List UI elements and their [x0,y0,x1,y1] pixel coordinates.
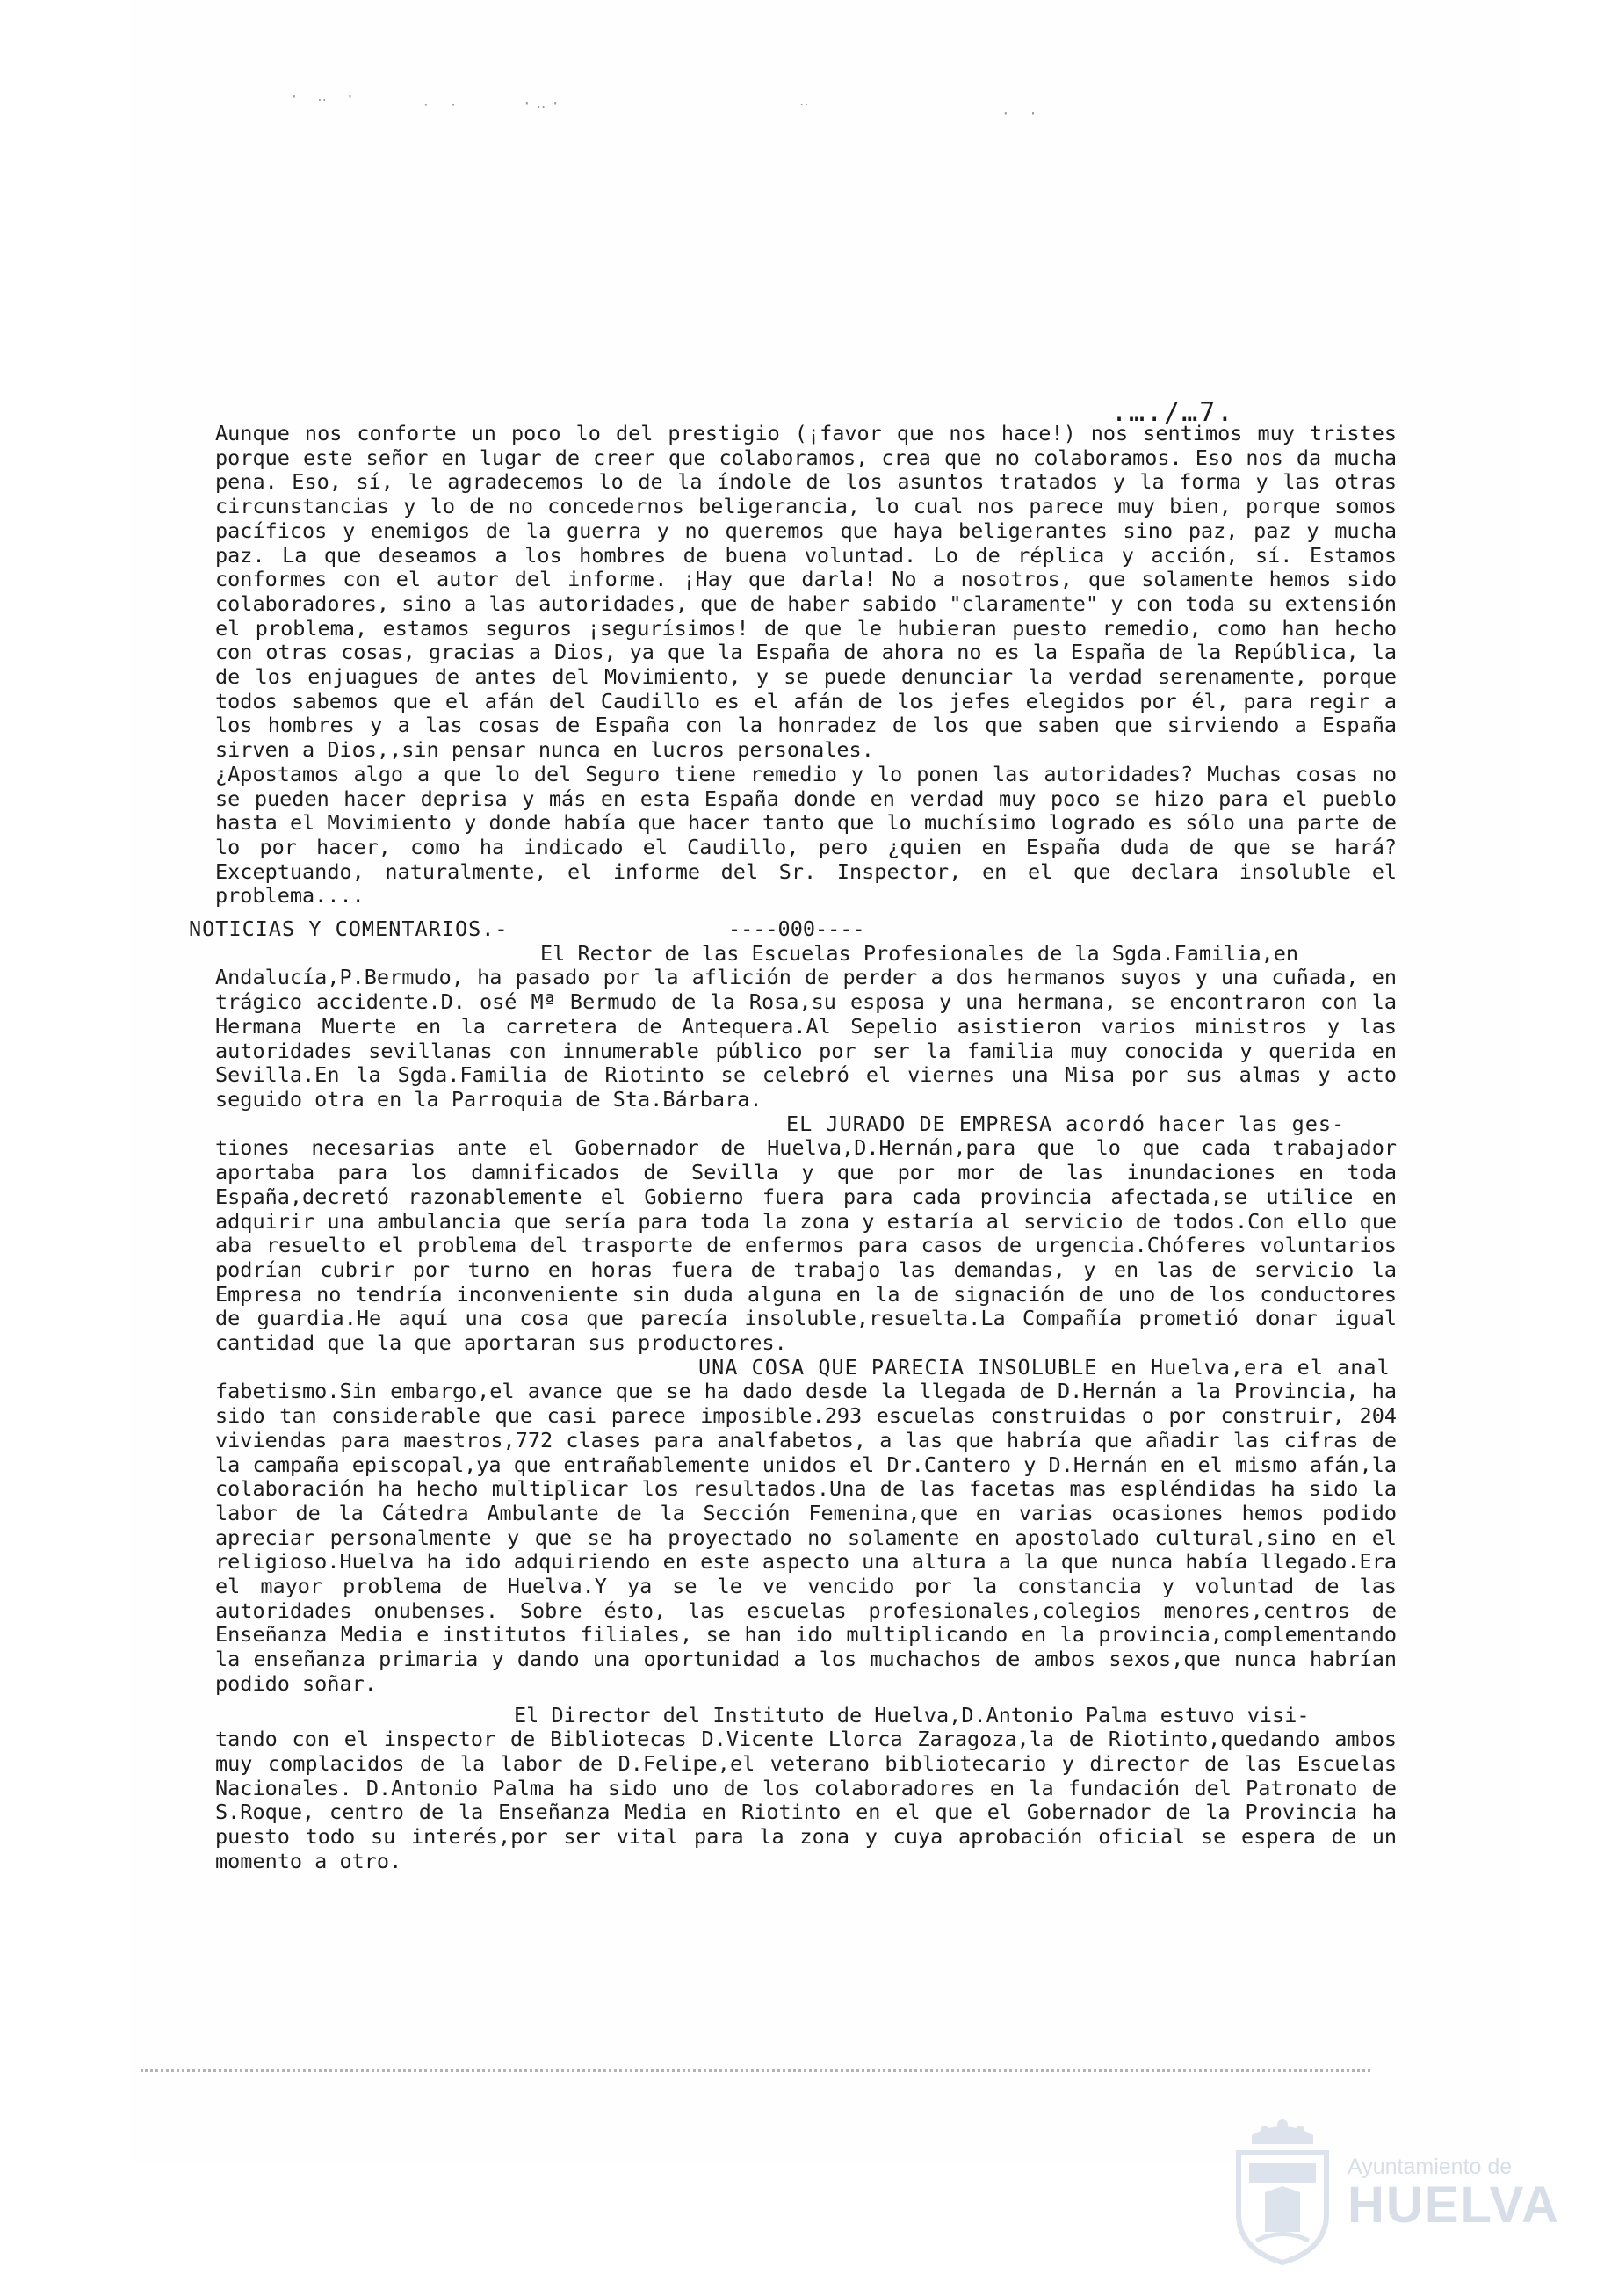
news-item-text: fabetismo.Sin embargo,el avance que se ha dado desde la llegada de D.Hernán a la Provincia, ha sido tan considerable que casi parece imposible.293 escuelas construidas o por construir, 204 viviendas para maestros,772 clases para analfabetos, a las que habría que añadir las cifras de la campaña episcopal,ya que entrañablemente unidos el Dr.Cantero y D.Hernán en el mismo afán,la colaboración ha hecho multiplicar los resultados.Una de las facetas mas espléndidas ha sido la labor de la Cátedra Ambulante de la Sección Femenina,que en varias ocasiones hemos podido apreciar personalmente y que se ha proyectado no solamente en apostolado cultural,sino en el religioso.Huelva ha ido adquiriendo en este aspecto una altura a la que nunca había llegado.Era el mayor problema de Huelva.Y ya se le ve vencido por la constancia y voluntad de las autoridades onubenses. Sobre ésto, las escuelas profesionales,colegios menores,centros de Enseñanza Media e institutos filiales, se han ido multiplicando en la provincia,complementando la enseñanza primaria y dando una oportunidad a los muchachos de ambos sexos,que nunca habrían podido soñar. [215,1379,1397,1696]
document-body [189,421,1397,1873]
scan-noise: · · [1001,105,1043,122]
news-item-text: Andalucía,P.Bermudo, ha pasado por la aflición de perder a dos hermanos suyos y una cuñada, en trágico accidente.D. osé Mª Bermudo de la Rosa,su esposa y una hermana, se encontraron con la Hermana Muerte en la carretera de Antequera.Al Sepelio asistieron varios ministros y las autoridades sevillanas con innumerable público por ser la familia muy conocida y querida en Sevilla.En la Sgda.Familia de Riotinto se celebró el viernes una Misa por sus almas y acto seguido otra en la Parroquia de Sta.Bárbara. [215,965,1397,1112]
news-item-text: tando con el inspector de Bibliotecas D.Vicente Llorca Zaragoza,la de Riotinto,quedando ambos muy complacidos de la labor de D.Felipe,el veterano bibliotecario y director de las Escuelas Nacionales. D.Antonio Palma ha sido uno de los colaboradores en la fundación del Patronato de S.Roque, centro de la Enseñanza Media en Riotinto en el que el Gobernador de la Provincia ha puesto todo su interés,por ser vital para la zona y cuya aprobación oficial se espera de un momento a otro. [215,1727,1397,1873]
news-item-lead: EL JURADO DE EMPRESA acordó hacer las ges- [786,1111,1346,1136]
scan-noise: · ‥ · [290,88,360,105]
scan-bottom-edge [141,2069,1370,2072]
section-title: NOTICIAS Y COMENTARIOS.- [189,916,509,942]
scan-noise: ·‥· [523,95,565,112]
news-item-text: tiones necesarias ante el Gobernador de Huelva,D.Hernán,para que lo que cada trabajador aportaba para los damnificados de Sevilla y que por mor de las inundaciones en toda España,decretó razonablemente el Gobierno fuera para cada provincia afectada,se utilice en adquirir una ambulancia que sería para toda la zona y estaría al servicio de todos.Con ello que aba resuelto el problema del trasporte de enfermos para casos de urgencia.Chóferes voluntarios podrían cubrir por turno en horas fuera de trabajo las demandas, y en las de servicio la Empresa no tendría inconveniente sin duda alguna en la de signación de uno de los conductores de guardia.He aquí una cosa que parecía insoluble,resuelta.La Compañía prometió donar igual cantidad que la que aportaran sus productores. [215,1135,1397,1356]
scan-noise: · · [422,97,463,113]
watermark-logo [1230,2113,1572,2271]
scan-noise: ‥ [799,92,814,109]
watermark-line1: Ayuntamiento de [1348,2154,1513,2179]
coat-of-arms-icon [1230,2118,1335,2267]
section-separator: ----000---- [727,916,865,942]
watermark-line2: HUELVA [1348,2176,1560,2234]
news-item-lead: El Rector de las Escuelas Profesionales de la Sgda.Familia,en [540,940,1299,966]
page-number: .…./…7. [1111,397,1235,428]
watermark-text [1348,2154,1560,2234]
news-item-lead: El Director del Instituto de Huelva,D.Antonio Palma estuvo visi- [514,1702,1310,1727]
news-item-lead: UNA COSA QUE PARECIA INSOLUBLE en Huelva,era el anal [698,1354,1391,1380]
section-heading [189,917,1419,942]
article-paragraph: ¿Apostamos algo a que lo del Seguro tiene remedio y lo ponen las autoridades? Muchas cosas no se pueden hacer deprisa y más en esta España donde en verdad muy poco se hizo para el pueblo hasta el Movimiento y donde había que hacer tanto que lo muchísimo logrado es sólo una parte de lo por hacer, como ha indicado el Caudillo, pero ¿quien en España duda de que se hará? Exceptuando, naturalmente, el informe del Sr. Inspector, en el que declara insoluble el problema.... [215,761,1397,909]
article-paragraph: Aunque nos conforte un poco lo del prestigio (¡favor que nos hace!) nos sentimos muy tristes porque este señor en lugar de creer que colaboramos, crea que no colaboramos. Eso nos da mucha pena. Eso, sí, le agradecemos lo de la índole de los asuntos tratados y la forma y las otras circunstancias y lo de no concedernos beligerancia, lo cual nos parece muy bien, porque somos pacíficos y enemigos de la guerra y no queremos que haya beligerantes sino paz, paz y mucha paz. La que deseamos a los hombres de buena voluntad. Lo de réplica y acción, sí. Estamos conformes con el autor del informe. ¡Hay que darla! No a nosotros, que solamente hemos sido colaboradores, sino a las autoridades, que de haber sabido "claramente" y con toda su extensión el problema, estamos seguros ¡segurísimos! de que le hubieran puesto remedio, como han hecho con otras cosas, gracias a Dios, ya que la España de ahora no es la España de la República, la de los enjuagues de antes del Movimiento, y se puede denunciar la verdad serenamente, porque todos sabemos que el afán del Caudillo es el afán de los jefes elegidos por él, para regir a los hombres y a las cosas de España con la honradez de los que saben que sirviendo a España sirven a Dios,,sin pensar nunca en lucros personales. [215,421,1397,763]
